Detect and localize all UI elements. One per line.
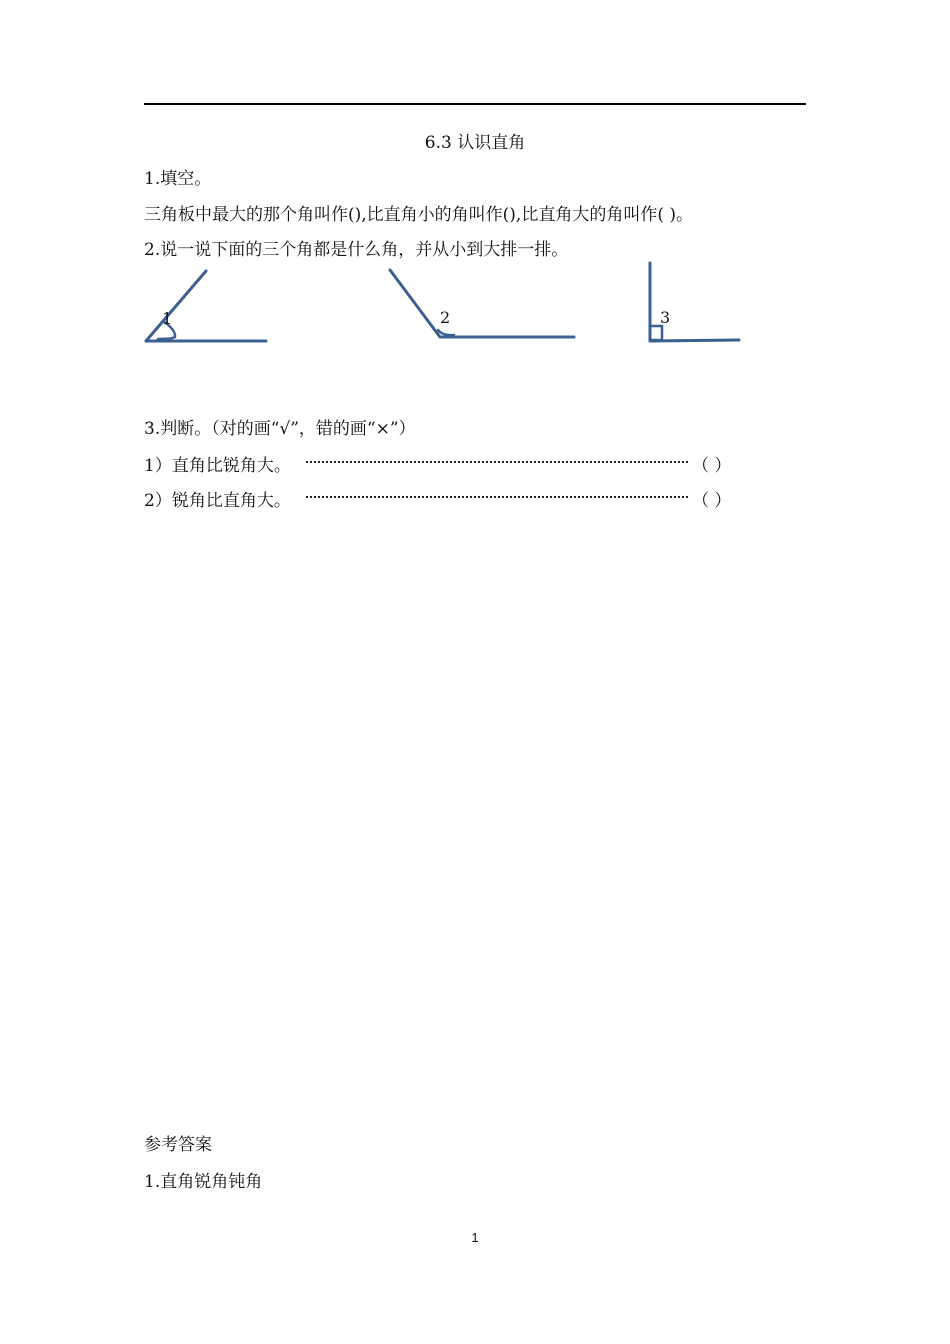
angle-3-label: 3 <box>660 308 671 327</box>
judge-item-2-text: 2）锐角比直角大。 <box>144 491 291 511</box>
angle-1-label: 1 <box>162 309 173 328</box>
angle-3 <box>650 263 739 341</box>
answers-heading: 参考答案 <box>144 1135 212 1155</box>
question-2-label: 2.说一说下面的三个角都是什么角，并从小到大排一排。 <box>144 240 569 260</box>
answers-line-1: 1.直角锐角钝角 <box>144 1172 263 1192</box>
question-1-text: 三角板中最大的那个角叫作(),比直角小的角叫作(),比直角大的角叫作( )。 <box>144 205 694 225</box>
judge-item-1-text: 1）直角比锐角大。 <box>144 456 291 476</box>
page-number: 1 <box>471 1230 479 1245</box>
angle-2 <box>390 270 574 337</box>
page-title: 6.3 认识直角 <box>424 133 526 153</box>
header-rule <box>144 103 806 105</box>
question-1-label: 1.填空。 <box>144 169 212 189</box>
judge-item-1-leader <box>306 461 688 463</box>
angle-2-label: 2 <box>440 308 451 327</box>
judge-item-1-answer-blank[interactable]: （ ） <box>692 456 732 476</box>
judge-item-2-leader <box>306 496 688 498</box>
angles-figure <box>0 255 950 365</box>
angle-1 <box>146 271 266 341</box>
judge-item-2-answer-blank[interactable]: （ ） <box>692 491 732 511</box>
question-3-label: 3.判断。（对的画“√”，错的画“×”） <box>144 419 416 439</box>
